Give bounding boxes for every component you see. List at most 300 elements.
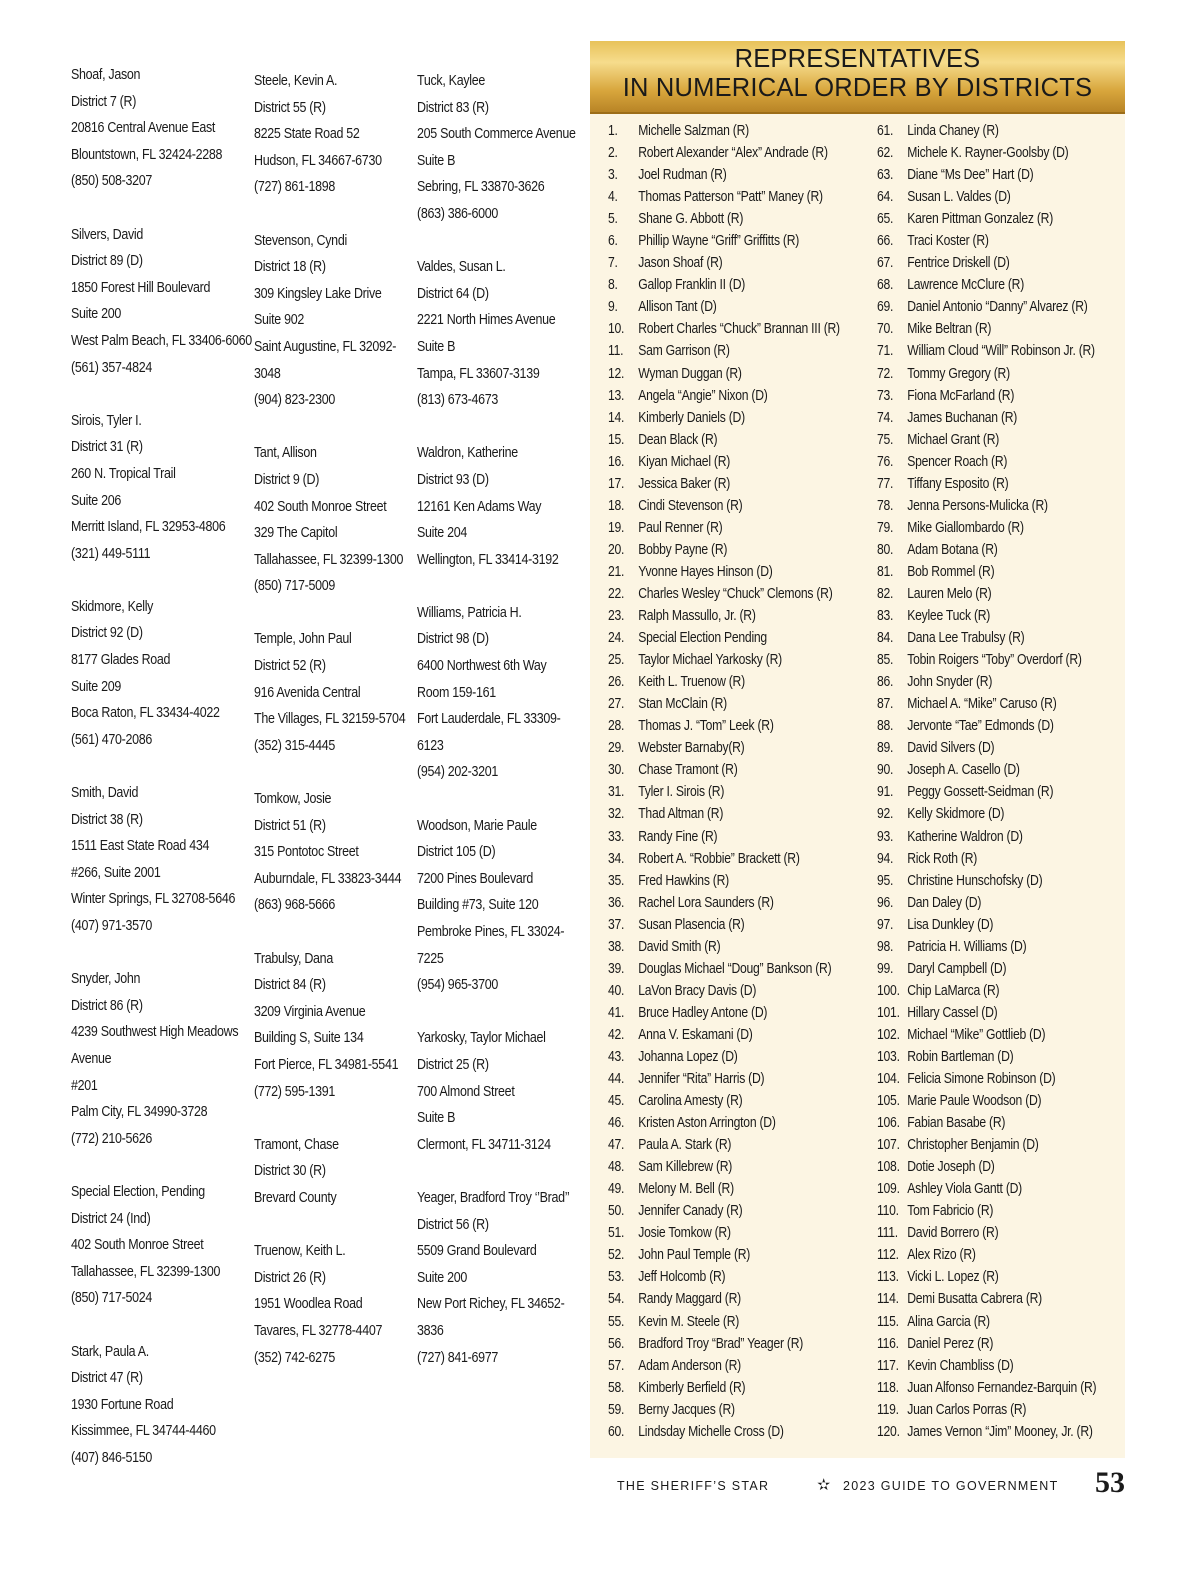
representative-item	[877, 671, 1096, 693]
entry-line: 7225	[417, 950, 444, 967]
representative-name: Angela “Angie” Nixon (D)	[638, 387, 768, 404]
directory-entry	[254, 946, 405, 1106]
representative-name: Peggy Gossett-Seidman (R)	[907, 784, 1054, 801]
representative-item	[608, 230, 840, 252]
entry-name: Skidmore, Kelly	[71, 598, 154, 615]
district-number: 16.	[608, 453, 625, 470]
representative-name: Special Election Pending	[638, 630, 767, 647]
representative-name: Daryl Campbell (D)	[907, 960, 1007, 977]
representative-item	[608, 340, 840, 362]
footer-publication: THE SHERIFF’S STAR	[617, 1479, 770, 1493]
entry-line: Suite 206	[71, 492, 121, 509]
representative-item	[608, 1421, 840, 1443]
district-number: 60.	[608, 1423, 625, 1440]
representative-item	[877, 1311, 1096, 1333]
entry-line: 12161 Ken Adams Way	[417, 498, 542, 515]
representative-item	[608, 958, 840, 980]
district-number: 21.	[608, 563, 625, 580]
representative-name: Sam Garrison (R)	[638, 343, 730, 360]
entry-line: 402 South Monroe Street	[254, 498, 387, 515]
representative-item	[877, 1134, 1096, 1156]
representative-name: Kimberly Berfield (R)	[638, 1379, 746, 1396]
representative-name: Robin Bartleman (D)	[907, 1048, 1014, 1065]
banner-title-line-2: IN NUMERICAL ORDER BY DISTRICTS	[622, 74, 1093, 102]
entry-line: Building S, Suite 134	[254, 1030, 364, 1047]
entry-line: Merritt Island, FL 32953-4806	[71, 519, 226, 536]
representative-name: Ralph Massullo, Jr. (R)	[638, 608, 756, 625]
district-number: 108.	[877, 1159, 900, 1176]
district-number: 31.	[608, 784, 625, 801]
entry-line: Suite 200	[71, 306, 121, 323]
entry-line: Tallahassee, FL 32399-1300	[71, 1263, 221, 1280]
entry-line: Pembroke Pines, FL 33024-	[417, 924, 565, 940]
representative-item	[608, 737, 840, 759]
district-number: 38.	[608, 938, 625, 955]
entry-line: Suite B	[417, 338, 456, 355]
representative-name: Keith L. Truenow (R)	[638, 674, 745, 691]
district-number: 87.	[877, 696, 894, 713]
representative-item	[608, 936, 840, 958]
entry-line: District 93 (D)	[417, 471, 489, 488]
district-number: 75.	[877, 431, 894, 448]
representative-name: Gallop Franklin II (D)	[638, 277, 746, 294]
representative-name: Jason Shoaf (R)	[638, 255, 723, 272]
district-number: 98.	[877, 938, 894, 955]
entry-line: (772) 210-5626	[71, 1130, 153, 1147]
entry-name: Shoaf, Jason	[71, 67, 141, 83]
entry-line: Suite 902	[254, 312, 304, 329]
representative-name: Carolina Amesty (R)	[638, 1093, 743, 1110]
representative-name: David Borrero (R)	[907, 1225, 999, 1242]
district-number: 101.	[877, 1004, 900, 1021]
district-number: 63.	[877, 167, 894, 184]
entry-line: Avenue	[71, 1050, 112, 1067]
representative-name: Kelly Skidmore (D)	[907, 806, 1005, 823]
entry-line: 2221 North Himes Avenue	[417, 312, 556, 329]
district-number: 43.	[608, 1048, 625, 1065]
representative-item	[877, 274, 1096, 296]
representative-name: Josie Tomkow (R)	[638, 1225, 731, 1242]
representative-item	[877, 1090, 1096, 1112]
representative-name: Tommy Gregory (R)	[907, 365, 1010, 382]
entry-line: (561) 470-2086	[71, 731, 153, 748]
directory-entry	[71, 222, 252, 382]
entry-line: 5509 Grand Boulevard	[417, 1243, 537, 1260]
entry-line: 3048	[254, 365, 281, 382]
entry-line: Suite B	[417, 1110, 456, 1127]
entry-line: 6123	[417, 737, 444, 754]
district-number: 53.	[608, 1269, 625, 1286]
representative-item	[877, 561, 1096, 583]
district-number: 13.	[608, 387, 625, 404]
district-number: 89.	[877, 740, 894, 757]
representative-name: Lauren Melo (R)	[907, 585, 992, 602]
district-number: 66.	[877, 233, 894, 250]
representative-name: Wyman Duggan (R)	[638, 365, 742, 382]
representative-name: Shane G. Abbott (R)	[638, 211, 744, 228]
district-number: 65.	[877, 211, 894, 228]
representative-item	[608, 1222, 840, 1244]
representative-item	[877, 627, 1096, 649]
entry-name: Trabulsy, Dana	[254, 950, 333, 967]
representative-item	[877, 407, 1096, 429]
district-number: 25.	[608, 652, 625, 669]
representative-name: Katherine Waldron (D)	[907, 828, 1023, 845]
representative-item	[877, 936, 1096, 958]
representative-item	[608, 671, 840, 693]
representative-item	[877, 1333, 1096, 1355]
representative-name: Webster Barnaby(R)	[638, 740, 745, 757]
representative-item	[877, 1200, 1096, 1222]
representative-item	[877, 539, 1096, 561]
district-number: 5.	[608, 211, 618, 228]
district-number: 18.	[608, 497, 625, 514]
directory-entry	[254, 68, 405, 201]
representative-item	[608, 1024, 840, 1046]
district-number: 51.	[608, 1225, 625, 1242]
district-number: 41.	[608, 1004, 625, 1021]
entry-line: District 9 (D)	[254, 471, 320, 488]
representative-item	[877, 1288, 1096, 1310]
representative-item	[877, 914, 1096, 936]
directory-entry	[254, 440, 405, 600]
entry-name: Stevenson, Cyndi	[254, 232, 347, 249]
entry-name: Sirois, Tyler I.	[71, 412, 142, 429]
representative-name: Mike Beltran (R)	[907, 321, 992, 338]
representative-name: Bruce Hadley Antone (D)	[638, 1004, 768, 1021]
representative-item	[877, 318, 1096, 340]
entry-line: Blountstown, FL 32424-2288	[71, 146, 223, 163]
representative-item	[608, 385, 840, 407]
entry-line: Winter Springs, FL 32708-5646	[71, 891, 236, 908]
representative-item	[608, 1156, 840, 1178]
district-number: 73.	[877, 387, 894, 404]
representative-name: Jervonte “Tae” Edmonds (D)	[907, 718, 1054, 735]
representative-name: Sam Killebrew (R)	[638, 1159, 733, 1176]
district-number: 46.	[608, 1115, 625, 1132]
entry-line: 402 South Monroe Street	[71, 1237, 204, 1254]
district-number: 26.	[608, 674, 625, 691]
representative-item	[877, 1002, 1096, 1024]
entry-line: Suite 200	[417, 1269, 467, 1286]
district-number: 78.	[877, 497, 894, 514]
entry-line: District 25 (R)	[417, 1056, 489, 1073]
entry-line: (727) 861-1898	[254, 179, 336, 196]
representative-name: Jenna Persons-Mulicka (R)	[907, 497, 1048, 514]
entry-line: Saint Augustine, FL 32092-	[254, 338, 397, 355]
district-number: 114.	[877, 1291, 899, 1308]
district-number: 97.	[877, 916, 894, 933]
district-number: 10.	[608, 321, 625, 338]
directory-entry	[417, 440, 576, 573]
district-number: 8.	[608, 277, 618, 294]
district-number: 102.	[877, 1026, 900, 1043]
representative-name: Fabian Basabe (R)	[907, 1115, 1006, 1132]
entry-line: (561) 357-4824	[71, 359, 153, 376]
district-number: 67.	[877, 255, 894, 272]
representative-item	[877, 252, 1096, 274]
representative-item	[608, 429, 840, 451]
representative-name: Fiona McFarland (R)	[907, 387, 1015, 404]
representative-item	[608, 1002, 840, 1024]
entry-line: 1930 Fortune Road	[71, 1396, 174, 1413]
representative-name: Jennifer Canady (R)	[638, 1203, 743, 1220]
representative-item	[877, 164, 1096, 186]
district-number: 47.	[608, 1137, 625, 1154]
representative-name: Kevin M. Steele (R)	[638, 1313, 740, 1330]
district-number: 83.	[877, 608, 894, 625]
entry-line: Room 159-161	[417, 684, 496, 701]
representative-item	[877, 781, 1096, 803]
district-number: 50.	[608, 1203, 625, 1220]
representative-name: Kevin Chambliss (D)	[907, 1357, 1014, 1374]
entry-line: 1511 East State Road 434	[71, 838, 210, 855]
entry-line: 700 Almond Street	[417, 1083, 515, 1100]
entry-name: Yeager, Bradford Troy ‘’Brad’’	[417, 1189, 570, 1206]
representative-item	[608, 715, 840, 737]
district-number: 70.	[877, 321, 894, 338]
entry-line: (954) 202-3201	[417, 764, 499, 781]
representative-item	[877, 737, 1096, 759]
district-number: 54.	[608, 1291, 625, 1308]
district-number: 112.	[877, 1247, 899, 1264]
representative-item	[608, 1377, 840, 1399]
representative-name: Stan McClain (R)	[638, 696, 727, 713]
district-number: 71.	[877, 343, 894, 360]
district-number: 52.	[608, 1247, 625, 1264]
entry-line: 1951 Woodlea Road	[254, 1296, 363, 1313]
representative-item	[877, 208, 1096, 230]
representative-item	[877, 715, 1096, 737]
representative-item	[877, 1178, 1096, 1200]
district-number: 118.	[877, 1379, 899, 1396]
district-number: 34.	[608, 850, 625, 867]
entry-name: Waldron, Katherine	[417, 445, 518, 462]
representative-item	[608, 892, 840, 914]
district-number: 86.	[877, 674, 894, 691]
district-number: 49.	[608, 1181, 625, 1198]
entry-line: 1850 Forest Hill Boulevard	[71, 279, 211, 296]
entry-name: Truenow, Keith L.	[254, 1243, 346, 1260]
entry-line: 329 The Capitol	[254, 525, 338, 542]
district-number: 76.	[877, 453, 894, 470]
district-number: 3.	[608, 167, 618, 184]
representative-name: Douglas Michael “Doug” Bankson (R)	[638, 960, 832, 977]
representative-item	[608, 627, 840, 649]
representative-name: Randy Fine (R)	[638, 828, 718, 845]
representative-item	[608, 605, 840, 627]
entry-line: Sebring, FL 33870-3626	[417, 179, 545, 196]
representative-item	[877, 340, 1096, 362]
representative-name: LaVon Bracy Davis (D)	[638, 982, 757, 999]
entry-name: Steele, Kevin A.	[254, 73, 338, 89]
entry-line: District 105 (D)	[417, 844, 496, 861]
representative-name: Bradford Troy “Brad” Yeager (R)	[638, 1335, 804, 1352]
district-number: 90.	[877, 762, 894, 779]
representative-name: Taylor Michael Yarkosky (R)	[638, 652, 782, 669]
representative-name: Dotie Joseph (D)	[907, 1159, 995, 1176]
entry-name: Temple, John Paul	[254, 631, 352, 648]
representative-name: James Vernon “Jim” Mooney, Jr. (R)	[907, 1423, 1093, 1440]
representative-name: Diane “Ms Dee” Hart (D)	[907, 167, 1034, 184]
entry-line: District 18 (R)	[254, 259, 326, 276]
entry-line: The Villages, FL 32159-5704	[254, 711, 406, 728]
district-number: 69.	[877, 299, 894, 316]
representative-item	[877, 385, 1096, 407]
representative-name: Linda Chaney (R)	[907, 123, 999, 139]
entry-line: (813) 673-4673	[417, 392, 499, 409]
district-number: 106.	[877, 1115, 900, 1132]
representative-item	[877, 1222, 1096, 1244]
representative-name: Adam Botana (R)	[907, 541, 998, 558]
district-number: 6.	[608, 233, 618, 250]
representative-item	[608, 980, 840, 1002]
representative-item	[877, 759, 1096, 781]
representative-item	[608, 274, 840, 296]
directory-column-1	[71, 62, 252, 1498]
representative-name: Christopher Benjamin (D)	[907, 1137, 1039, 1154]
representative-name: Johanna Lopez (D)	[638, 1048, 738, 1065]
entry-line: District 47 (R)	[71, 1370, 143, 1387]
representative-item	[608, 363, 840, 385]
representative-item	[608, 186, 840, 208]
entry-line: District 31 (R)	[71, 439, 143, 456]
representative-name: Lisa Dunkley (D)	[907, 916, 994, 933]
representative-name: Cindi Stevenson (R)	[638, 497, 743, 514]
district-number: 55.	[608, 1313, 625, 1330]
district-number: 88.	[877, 718, 894, 735]
representative-name: Tom Fabricio (R)	[907, 1203, 994, 1220]
entry-line: Hudson, FL 34667-6730	[254, 152, 382, 169]
representative-name: Michele K. Rayner-Goolsby (D)	[907, 145, 1069, 162]
representative-item	[608, 252, 840, 274]
representative-name: Kiyan Michael (R)	[638, 453, 731, 470]
district-number: 72.	[877, 365, 894, 382]
representative-name: Fentrice Driskell (D)	[907, 255, 1010, 272]
entry-line: Kissimmee, FL 34744-4460	[71, 1423, 216, 1440]
district-number: 48.	[608, 1159, 625, 1176]
representative-name: Traci Koster (R)	[907, 233, 989, 250]
representative-item	[877, 495, 1096, 517]
entry-line: District 64 (D)	[417, 285, 489, 302]
representative-item	[877, 1377, 1096, 1399]
entry-line: District 52 (R)	[254, 658, 326, 675]
representative-name: Daniel Antonio “Danny” Alvarez (R)	[907, 299, 1088, 316]
district-number: 119.	[877, 1401, 899, 1418]
district-number: 91.	[877, 784, 894, 801]
district-number: 23.	[608, 608, 625, 625]
district-number: 113.	[877, 1269, 899, 1286]
district-number: 30.	[608, 762, 625, 779]
representative-item	[877, 803, 1096, 825]
entry-line: District 30 (R)	[254, 1163, 326, 1180]
entry-name: Stark, Paula A.	[71, 1343, 149, 1360]
representative-name: Paula A. Stark (R)	[638, 1137, 732, 1154]
entry-name: Snyder, John	[71, 971, 141, 988]
representative-item	[877, 848, 1096, 870]
directory-entry	[71, 966, 252, 1152]
representative-item	[608, 914, 840, 936]
entry-name: Valdes, Susan L.	[417, 259, 506, 276]
entry-line: 8177 Glades Road	[71, 652, 171, 669]
representative-name: Adam Anderson (R)	[638, 1357, 741, 1374]
district-number: 9.	[608, 299, 618, 316]
representative-name: Anna V. Eskamani (D)	[638, 1026, 753, 1043]
district-number: 42.	[608, 1026, 625, 1043]
entry-line: District 24 (Ind)	[71, 1210, 151, 1227]
representative-name: Mike Giallombardo (R)	[907, 519, 1024, 536]
representative-name: Charles Wesley “Chuck” Clemons (R)	[638, 585, 833, 602]
entry-line: 309 Kingsley Lake Drive	[254, 285, 382, 302]
entry-line: (850) 717-5024	[71, 1290, 153, 1307]
entry-line: Tavares, FL 32778-4407	[254, 1322, 383, 1339]
entry-line: 20816 Central Avenue East	[71, 120, 216, 137]
district-number: 103.	[877, 1048, 900, 1065]
district-number: 1.	[608, 123, 618, 139]
district-number: 7.	[608, 255, 618, 272]
district-number: 77.	[877, 475, 894, 492]
representative-item	[608, 517, 840, 539]
representatives-panel	[590, 41, 1125, 1458]
page-footer	[617, 1466, 1127, 1502]
representative-name: Tyler I. Sirois (R)	[638, 784, 725, 801]
representative-item	[877, 1244, 1096, 1266]
district-number: 81.	[877, 563, 894, 580]
district-number: 64.	[877, 189, 894, 206]
entry-name: Special Election, Pending	[71, 1183, 205, 1200]
representative-name: Michael “Mike” Gottlieb (D)	[907, 1026, 1046, 1043]
district-number: 109.	[877, 1181, 900, 1198]
directory-entry	[71, 1179, 252, 1312]
entry-line: District 38 (R)	[71, 811, 143, 828]
entry-line: Tallahassee, FL 32399-1300	[254, 551, 404, 568]
representative-name: Robert Charles “Chuck” Brannan III (R)	[638, 321, 840, 338]
district-number: 2.	[608, 145, 618, 162]
representative-name: Robert Alexander “Alex” Andrade (R)	[638, 145, 828, 162]
district-number: 93.	[877, 828, 894, 845]
representative-item	[608, 649, 840, 671]
representative-name: Demi Busatta Cabrera (R)	[907, 1291, 1042, 1308]
representative-name: Dan Daley (D)	[907, 894, 982, 911]
representative-name: Dana Lee Trabulsy (R)	[907, 630, 1025, 647]
district-number: 68.	[877, 277, 894, 294]
representative-item	[877, 429, 1096, 451]
representative-name: Jennifer “Rita” Harris (D)	[638, 1071, 765, 1088]
district-number: 27.	[608, 696, 625, 713]
representatives-list-left	[608, 120, 840, 1443]
district-number: 115.	[877, 1313, 899, 1330]
representatives-list-right	[877, 120, 1096, 1443]
representative-name: Susan L. Valdes (D)	[907, 189, 1011, 206]
representative-item	[877, 1046, 1096, 1068]
district-number: 61.	[877, 123, 894, 139]
representative-item	[877, 693, 1096, 715]
representative-item	[608, 826, 840, 848]
representative-name: Keylee Tuck (R)	[907, 608, 991, 625]
entry-line: (352) 315-4445	[254, 737, 336, 754]
district-number: 100.	[877, 982, 900, 999]
representative-item	[608, 781, 840, 803]
representative-name: Bob Rommel (R)	[907, 563, 995, 580]
entry-line: Suite B	[417, 152, 456, 169]
representative-name: Marie Paule Woodson (D)	[907, 1093, 1042, 1110]
district-number: 40.	[608, 982, 625, 999]
banner-title-line-1: REPRESENTATIVES	[734, 45, 981, 73]
entry-line: District 92 (D)	[71, 625, 143, 642]
representative-item	[877, 363, 1096, 385]
directory-entry	[417, 813, 576, 999]
directory-entry	[417, 600, 576, 786]
